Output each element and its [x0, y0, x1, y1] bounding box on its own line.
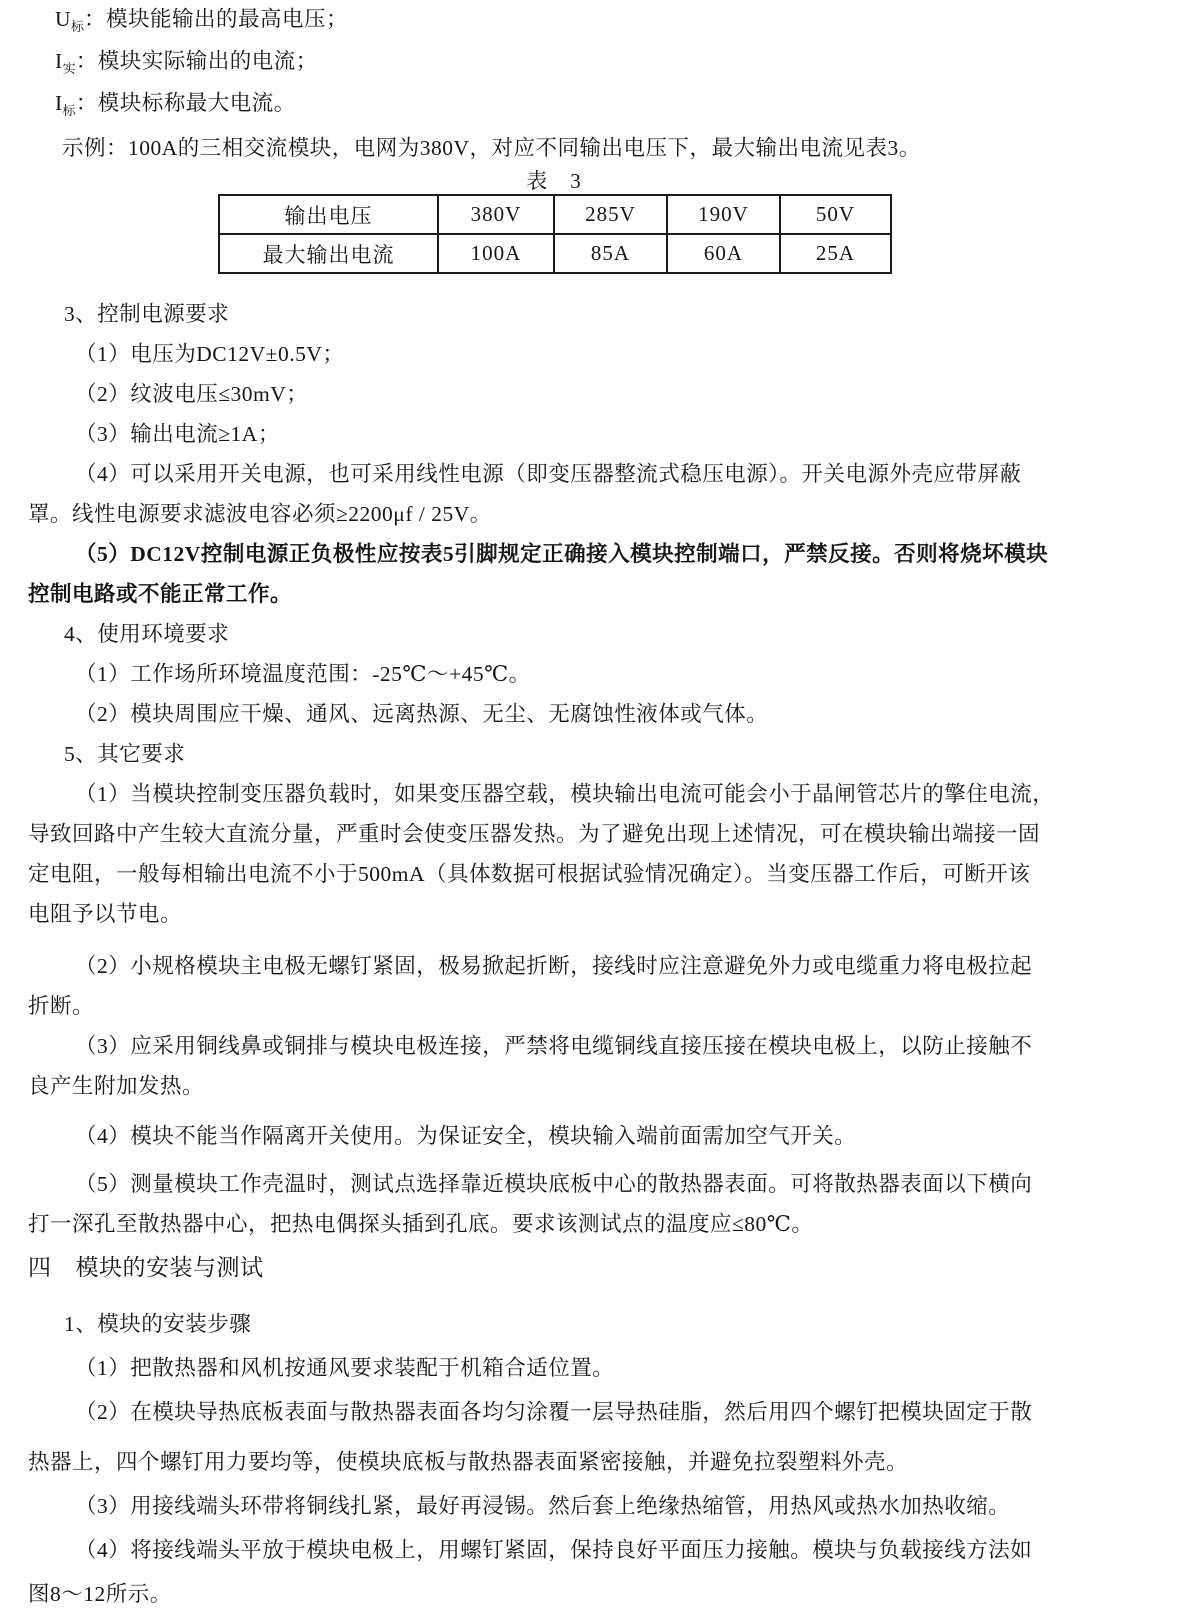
table-3: [218, 194, 892, 274]
definition-line-i-actual: [55, 44, 1200, 86]
section3-item-3: （3）输出电流≥1A；: [75, 422, 280, 446]
section5-item-3-line-2: 良产生附加发热。: [28, 1074, 205, 1098]
chapter-heading: [28, 1246, 1200, 1290]
section3-item-5-line-2: 控制电路或不能正常工作。: [28, 582, 293, 606]
section3-item-5-line-1: （5）DC12V控制电源正负极性应按表5引脚规定正确接入模块控制端口，严禁反接。否则将烧坏模块: [75, 542, 1049, 566]
install-step-2-line-1: （2）在模块导热底板表面与散热器表面各均匀涂覆一层导热硅脂，然后用四个螺钉把模块固定于散: [75, 1400, 1033, 1424]
table-cell: 60A: [667, 234, 780, 273]
table-cell: 285V: [554, 195, 667, 234]
term-subscript: 标: [62, 103, 76, 118]
definition-text: ：模块实际输出的电流；: [75, 49, 318, 73]
section3-item-1: （1）电压为DC12V±0.5V；: [75, 342, 345, 366]
section5-item-1-line-2: 导致回路中产生较大直流分量，严重时会使变压器发热。为了避免出现上述情况，可在模块输出端接一固: [28, 822, 1041, 846]
section5-item-1-line-3: 定电阻，一般每相输出电流不小于500mA（具体数据可根据试验情况确定）。当变压器工作后，可断开该: [28, 862, 1031, 886]
table-cell: 190V: [667, 195, 780, 234]
table-cell: 380V: [438, 195, 554, 234]
section4-item-1: （1）工作场所环境温度范围：-25℃～+45℃。: [75, 662, 531, 686]
term-base: I: [55, 49, 63, 73]
install-step-4-line-2: 图8～12所示。: [28, 1582, 172, 1606]
section3-heading: 3、控制电源要求: [64, 302, 230, 326]
term-base: U: [55, 7, 72, 31]
table-cell: 最大输出电流: [219, 234, 438, 273]
table-cell: 100A: [438, 234, 554, 273]
install-step-2-line-2: 热器上，四个螺钉用力要均等，使模块底板与散热器表面紧密接触，并避免拉裂塑料外壳。: [28, 1450, 909, 1474]
chapter-number: 四: [28, 1255, 52, 1280]
section5-item-2-line-1: （2）小规格模块主电极无螺钉紧固，极易掀起折断，接线时应注意避免外力或电缆重力将电极拉起: [75, 954, 1033, 978]
table-cell: 25A: [780, 234, 891, 273]
definition-line-i-rated: [55, 86, 1200, 128]
section3-item-4-line-2: 罩。线性电源要求滤波电容必须≥2200μf / 25V。: [28, 502, 492, 526]
table-row-max-output-current: [219, 234, 891, 273]
table-row-output-voltage: [219, 195, 891, 234]
section5-heading: 5、其它要求: [64, 742, 186, 766]
table-cell: 85A: [554, 234, 667, 273]
example-line: 示例：100A的三相交流模块，电网为380V，对应不同输出电压下，最大输出电流见表3。: [62, 136, 921, 160]
section5-item-2-line-2: 折断。: [28, 994, 95, 1018]
install-step-1: （1）把散热器和风机按通风要求装配于机箱合适位置。: [75, 1356, 615, 1380]
definition-text: ：模块标称最大电流。: [75, 91, 296, 115]
section5-item-5-line-1: （5）测量模块工作壳温时，测试点选择靠近模块底板中心的散热器表面。可将散热器表面以下横向: [75, 1172, 1033, 1196]
section5-item-5-line-2: 打一深孔至散热器中心，把热电偶探头插到孔底。要求该测试点的温度应≤80℃。: [28, 1212, 814, 1236]
section5-item-4: （4）模块不能当作隔离开关使用。为保证安全，模块输入端前面需加空气开关。: [75, 1124, 857, 1148]
table3-caption: 表 3: [526, 169, 582, 193]
definition-text: ：模块能输出的最高电压；: [84, 7, 349, 31]
term-subscript: 标: [71, 19, 85, 34]
section3-item-4-line-1: （4）可以采用开关电源，也可采用线性电源（即变压器整流式稳压电源）。开关电源外壳应带屏蔽: [75, 462, 1022, 486]
section3-item-2: （2）纹波电压≤30mV；: [75, 382, 309, 406]
definition-line-u-rated: [55, 2, 1200, 44]
section5-item-1-line-4: 电阻予以节电。: [28, 902, 183, 926]
chapter-title: 模块的安装与测试: [75, 1255, 264, 1280]
table-cell: 50V: [780, 195, 891, 234]
term-base: I: [55, 91, 63, 115]
section4-heading: 4、使用环境要求: [64, 622, 230, 646]
section5-item-3-line-1: （3）应采用铜线鼻或铜排与模块电极连接，严禁将电缆铜线直接压接在模块电极上，以防止接触不: [75, 1034, 1033, 1058]
install-step-4-line-1: （4）将接线端头平放于模块电极上，用螺钉紧固，保持良好平面压力接触。模块与负载接线方法如: [75, 1538, 1033, 1562]
install-steps-heading: 1、模块的安装步骤: [64, 1312, 252, 1336]
table-cell: 输出电压: [219, 195, 438, 234]
install-step-3: （3）用接线端头环带将铜线扎紧，最好再浸锡。然后套上绝缘热缩管，用热风或热水加热收缩。: [75, 1494, 1011, 1518]
term-subscript: 实: [62, 61, 76, 76]
section4-item-2: （2）模块周围应干燥、通风、远离热源、无尘、无腐蚀性液体或气体。: [75, 702, 769, 726]
section5-item-1-line-1: （1）当模块控制变压器负载时，如果变压器空载，模块输出电流可能会小于晶闸管芯片的擎住电流，: [75, 782, 1055, 806]
